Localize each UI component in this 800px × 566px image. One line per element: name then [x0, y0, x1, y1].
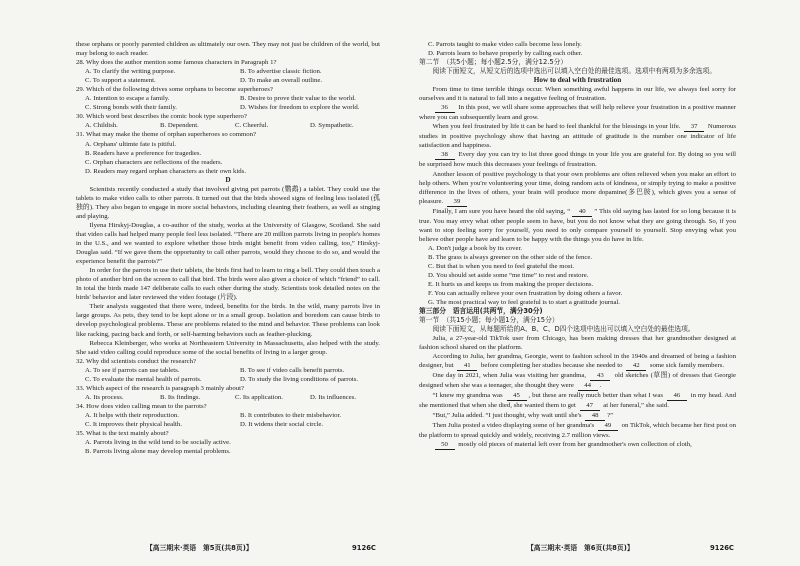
question-stem: 32. Why did scientists conduct the research?	[76, 357, 197, 365]
question-33	[76, 384, 380, 402]
option-a: A. Orphans' ultimte fate is pitiful.	[85, 140, 177, 148]
cloze-paragraph-2	[419, 352, 736, 371]
paragraph-text: One day in 2021, when Julia was visiting her grandma,	[432, 372, 587, 380]
paragraph-text: Another lesson of positive psychology is that your own problems are often relieved when you make an effort to help others. When you're volunteering your time, doing random acts of kindness, or simply trying to make a positive difference in the lives of others, your brain will produce more dopamine(多巴胺), which gives you a sense of pleasure.	[419, 170, 736, 205]
paragraph-text: old sketches (草图) of dresses that Georgie designed when she was a teenager, she thought they were	[419, 372, 736, 390]
question-30	[76, 112, 380, 130]
question-stem: 31. What may make the theme of orphan superheroes so common?	[76, 131, 257, 139]
passage-title: How to deal with frustration	[533, 76, 622, 85]
paragraph-text: ” This old saying has lasted for so long because it is true. You may envy what other people seem to have, but you do not know what they are going through. So, if you want to stop feeling sorry for yourself, you need to only compare yourself to yourself. Stop envying what you believe other people have and learn to be happy with the things you do have in life.	[419, 207, 736, 243]
paragraph-text: In this post, we will share some approaches that will help relieve your frustration in a positive manner where you can subsequently learn and grow.	[419, 104, 736, 122]
option-a: A. To clarify the writing purpose.	[85, 68, 176, 76]
option-b: B. To advertise classic fiction.	[240, 68, 322, 76]
section-2-options	[419, 244, 736, 307]
blank-46: 46	[667, 392, 687, 401]
blank-50: 50	[435, 441, 455, 450]
frustration-paragraph-6	[419, 207, 736, 244]
blank-37: 37	[684, 123, 704, 132]
blank-44: 44	[578, 382, 598, 391]
option-e: E. It hurts us and keeps us from making the proper decisions.	[428, 280, 594, 288]
question-options	[76, 411, 380, 429]
option-d: D. Sympathetic.	[310, 122, 354, 130]
passage-d-paragraph: Rebecca Kleinberger, who works at Northeastern University in Massachusetts, also helped with the study. She said video calling could reproduce some of the social benefits of living in a larger group.	[76, 339, 380, 356]
passage-d-label: D	[225, 175, 231, 184]
page-5-column	[76, 40, 380, 540]
option-a: A. Don't judge a book by its cover.	[428, 244, 523, 252]
question-options	[76, 438, 380, 456]
blank-40: 40	[572, 208, 592, 217]
section-2-heading: 第二节 （共5小题；每小题2.5分，满分12.5分）	[419, 58, 568, 67]
option-c: C. Parrots taught to make video calls become less lonely.	[428, 41, 582, 48]
question-stem: 33. Which aspect of the research is paragraph 3 mainly about?	[76, 384, 244, 392]
option-a: A. Its process.	[85, 393, 124, 401]
cloze-paragraph-7	[419, 440, 736, 450]
blank-47: 47	[580, 402, 600, 411]
paragraph-text: in my head. And she mentioned that when she died, she wanted them to get	[419, 392, 736, 410]
option-c: C. But that is when you need to feel grateful the most.	[428, 262, 575, 270]
blank-49: 49	[598, 422, 618, 431]
page-6-footer-code: 9126C	[710, 544, 734, 552]
question-options	[76, 393, 380, 402]
passage-d-paragraph: Ilyena Hirskyj-Douglas, a co-author of the study, works at the University of Glasgow, Scotland. She said that video calls had helped many people feel less isolated. “There are 20 million parrots living in people's homes in the U.S., and we wanted to explore whether those birds might benefit from video calling, too,” Hirskyj-Douglas said. “If we gave them the opportunity to call other parrots, would they choose to do so, and would the experience benefit the parrots?”	[76, 221, 380, 266]
cloze-paragraph-1: Julia, a 27-year-old TikTok user from Chicago, has been making dresses that her grandmother designed at fashion school shared on the platform.	[419, 335, 736, 352]
question-options	[76, 121, 380, 130]
page-5-footer-code: 9126C	[352, 544, 376, 552]
option-c: C. Its application.	[235, 393, 283, 401]
option-a: A. Parrots living in the wild tend to be socially active.	[85, 439, 231, 447]
page-5-footer-label: 【高三期末·英语 第5页(共8页)】	[146, 544, 253, 552]
option-a: A. Intention to escape a family.	[85, 95, 170, 103]
question-28	[76, 58, 380, 85]
option-b: B. Desire to prove their value to the world.	[240, 95, 356, 103]
question-options	[76, 140, 380, 176]
question-35	[76, 429, 380, 456]
blank-48: 48	[585, 412, 605, 421]
paragraph-text: .	[599, 382, 602, 390]
question-options	[76, 67, 380, 85]
question-34	[76, 402, 380, 429]
option-b: B. Dependent.	[160, 122, 199, 130]
option-d: D. Its influences.	[310, 393, 357, 401]
option-d: D. Wishes for freedom to explore the world.	[240, 104, 360, 112]
paragraph-text: Numerous studies in positive psychology show that having an attitude of gratitude is the number one indicator of life satisfaction and happiness.	[419, 123, 736, 150]
option-c: C. Strong bonds with their family.	[85, 104, 177, 112]
passage-c-ending: these orphans or poorly parented children as ultimately our own. They may not just be children of the world, but may belong to each reader.	[76, 41, 380, 58]
question-35-options-continued	[419, 40, 736, 58]
blank-38: 38	[435, 151, 455, 160]
option-d: D. Readers may regard orphan characters as their own kids.	[85, 167, 247, 175]
question-options	[76, 366, 380, 384]
blank-43: 43	[590, 372, 610, 381]
paragraph-text: , but these are really much better than what I was	[528, 392, 664, 400]
frustration-paragraph-5	[419, 170, 736, 207]
option-b: B. Readers have a preference for tragedies.	[85, 149, 202, 157]
option-d: D. To make an overall outline.	[240, 77, 323, 85]
blank-42: 42	[626, 362, 646, 371]
option-b: B. It contributes to their misbehavior.	[240, 411, 342, 419]
paragraph-text: “But,” Julia added. “I just thought, why wait until she's	[432, 412, 582, 420]
question-29	[76, 85, 380, 112]
blank-36: 36	[435, 104, 455, 113]
paragraph-text: “I knew my grandma was	[432, 392, 503, 400]
option-a: A. To see if parrots can use tablets.	[85, 366, 180, 374]
cloze-paragraph-6	[419, 421, 736, 440]
paragraph-text: at her funeral,” she said.	[603, 402, 669, 410]
frustration-paragraph-1: From time to time terrible things occur. When something awful happens in our life, we always feel sorry for ourselves and it is natural to fall into a negative feeling of frustration.	[419, 86, 736, 103]
option-d: D. To study the living conditions of parrots.	[240, 375, 359, 383]
option-b: B. To see if video calls benefit parrots.	[240, 366, 345, 374]
option-c: C. It improves their physical health.	[85, 420, 182, 428]
option-c: C. To support a statement.	[85, 77, 156, 85]
paragraph-text: on TikTok, which became her first post on the platform to spread quickly and widely, receiving 2.7 million views.	[419, 422, 736, 440]
question-stem: 30. Which word best describes the comic book type superhero?	[76, 113, 247, 121]
option-d: D. It widens their social circle.	[240, 420, 324, 428]
paragraph-text: According to Julia, her grandma, Georgie, went to fashion school in the 1940s and dreamed of being a fashion designer, but	[419, 353, 736, 370]
option-b: B. Parrots living alone may develop mental problems.	[85, 448, 231, 456]
option-c: C. Cheerful.	[235, 122, 269, 130]
question-stem: 34. How does video calling mean to the parrots?	[76, 402, 207, 410]
frustration-paragraph-3	[419, 122, 736, 150]
cloze-paragraph-4	[419, 391, 736, 411]
paragraph-text: ?”	[607, 412, 614, 420]
option-a: A. Childish.	[85, 122, 118, 130]
question-stem: 29. Which of the following drives some orphans to become superheroes?	[76, 86, 273, 94]
option-f: F. You can actually relieve your own frustration by doing others a favor.	[428, 290, 623, 298]
paragraph-text: Finally, I am sure you have heard the old saying, “	[432, 207, 571, 215]
option-c: C. To evaluate the mental health of parrots.	[85, 375, 202, 383]
frustration-paragraph-2	[419, 103, 736, 122]
paragraph-text: Then Julia posted a video displaying some of her grandma's	[432, 422, 595, 430]
blank-39: 39	[447, 198, 467, 207]
question-options	[76, 94, 380, 112]
frustration-paragraph-4	[419, 150, 736, 169]
paragraph-text: before completing her studies because she needed to	[480, 362, 623, 370]
blank-45: 45	[507, 392, 527, 401]
part-3-heading: 第三部分 语言运用(共两节，满分30分)	[419, 307, 543, 316]
page-6-column	[419, 40, 736, 540]
page-6-footer-label: 【高三期末·英语 第6页(共8页)】	[527, 544, 634, 552]
question-stem: 28. Why does the author mention some famous characters in Paragraph 1?	[76, 59, 277, 67]
paragraph-text: Every day you can try to list three good things in your life you are grateful for. By doing so you will be surprised how much this decreases your feelings of frustration.	[419, 151, 736, 169]
option-d: D. Parrots learn to behave properly by calling each other.	[428, 50, 583, 58]
paragraph-text: some sick family members.	[649, 362, 725, 370]
question-32	[76, 357, 380, 384]
part-3-instruction: 阅读下面短文，从每题所给的A、B、C、D四个选项中选出可以填入空白处的最佳选项。	[432, 325, 695, 334]
option-a: A. It helps with their reproduction.	[85, 411, 179, 419]
question-31	[76, 130, 380, 175]
option-c: C. Orphan characters are reflections of the readers.	[85, 158, 223, 166]
part-3-section-1-heading: 第一节 （共15小题；每小题1分，满分15分）	[419, 316, 559, 325]
option-b: B. The grass is always greener on the other side of the fence.	[428, 253, 593, 261]
passage-d-paragraph: Their analysis suggested that there were, indeed, benefits for the birds. In the wild, many parrots live in large groups. As pets, they tend to be kept alone or in a small group. Isolation and boredom can cause birds to develop psychological problems. These are problems related to the mind and behavior. These problems can look like racking, pacing back and forth, or self-harming behaviors such as feather-plucking.	[76, 303, 380, 338]
cloze-paragraph-3	[419, 371, 736, 391]
blank-41: 41	[457, 362, 477, 371]
question-stem: 35. What is the text mainly about?	[76, 430, 169, 438]
paragraph-text: mostly old pieces of material left over from her grandmother's own collection of cloth,	[458, 441, 692, 449]
option-d: D. You should set aside some “me time” to rest and restore.	[428, 271, 589, 279]
option-g: G. The most practical way to feel grateful is to start a gratitude journal.	[428, 299, 620, 307]
option-b: B. Its findings.	[160, 393, 201, 401]
passage-d-paragraph: In order for the parrots to use their tablets, the birds first had to learn to ring a bell. They could then touch a photo of another bird on the screen to call that bird. The birds were also given a choice of which “friend” to call. In total the birds made 147 deliberate calls to each other during the study. Scientists took detailed notes on the birds' behavior and later reviewed the video footage (片段).	[76, 267, 380, 302]
passage-d-paragraph: Scientists recently conducted a study that involved giving pet parrots (鹦鹉) a tablet. They could use the tablets to make video calls to other parrots. It turned out that the birds showed signs of feeling less isolated (孤独的). They also began to engage in more social behaviors, including cleaning their feathers, as well as singing and playing.	[76, 185, 380, 220]
paragraph-text: When you feel frustrated by life it can be hard to feel thankful for the blessings in your life.	[432, 123, 681, 131]
section-2-instruction: 阅读下面短文，从短文后的选项中选出可以填入空白处的最佳选项。选项中有两项为多余选项。	[432, 67, 717, 76]
cloze-paragraph-5	[419, 411, 736, 421]
